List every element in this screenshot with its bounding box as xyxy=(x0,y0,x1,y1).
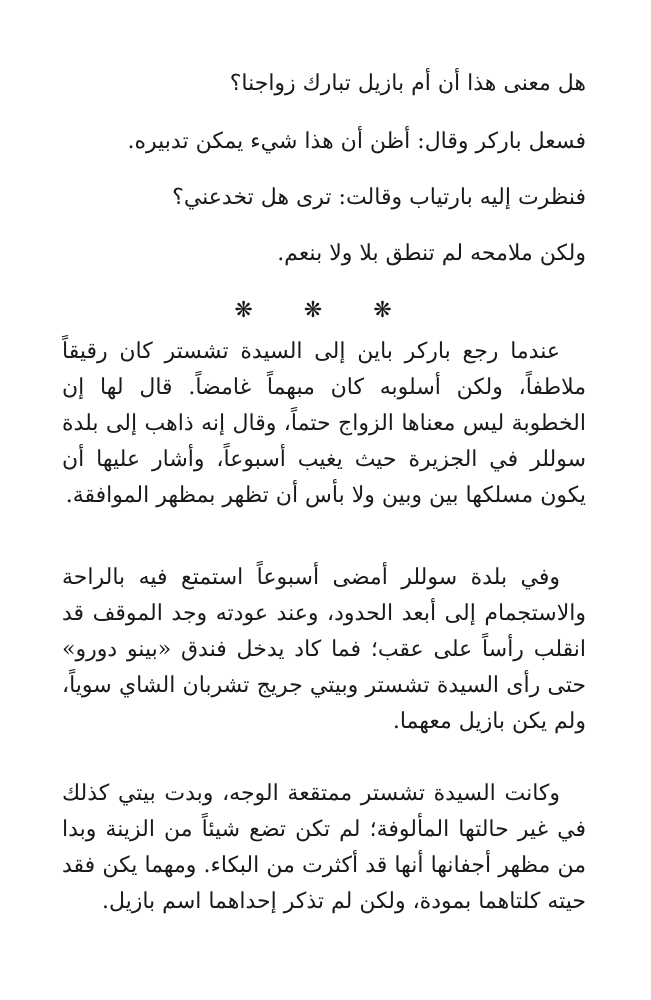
section-separator: ❋ ❋ ❋ xyxy=(234,298,414,323)
dialogue-line: ولكن ملامحه لم تنطق بلا ولا بنعم. xyxy=(277,241,586,266)
paragraph: عندما رجع باركر باين إلى السيدة تشستر كان رقيقاً ملاطفاً، ولكن أسلوبه كان مبهماً غامضاً. قال لها إن الخطوبة ليس معناها الزواج حتماً، وقال إنه ذاهب إلى بلدة سوللر في الجزيرة حيث يغيب أسبوعاً، وأشار عليها أن يكون مسلكها بين وبين ولا بأس أن تظهر بمظهر الموافقة. xyxy=(62,339,586,508)
dialogue-line: فنظرت إليه بارتياب وقالت: ترى هل تخدعني؟ xyxy=(172,185,586,210)
paragraph: وفي بلدة سوللر أمضى أسبوعاً استمتع فيه بالراحة والاستجمام إلى أبعد الحدود، وعند عودته وجد الموقف قد انقلب رأساً على عقب؛ فما كاد يدخل فندق «بينو دورو» حتى رأى السيدة تشستر وبيتي جريج تشربان الشاي سوياً، ولم يكن بازيل معهما. xyxy=(62,565,586,734)
dialogue-line: هل معنى هذا أن أم بازيل تبارك زواجنا؟ xyxy=(229,71,586,96)
book-page xyxy=(62,0,586,1000)
paragraph: وكانت السيدة تشستر ممتقعة الوجه، وبدت بيتي كذلك في غير حالتها المألوفة؛ لم تكن تضع شيئاً من الزينة وبدا من مظهر أجفانها أنها قد أكثرت من البكاء. ومهما يكن فقد حيته كلتاهما بمودة، ولكن لم تذكر إحداهما اسم بازيل. xyxy=(62,781,586,914)
dialogue-line: فسعل باركر وقال: أظن أن هذا شيء يمكن تدبيره. xyxy=(127,129,586,154)
